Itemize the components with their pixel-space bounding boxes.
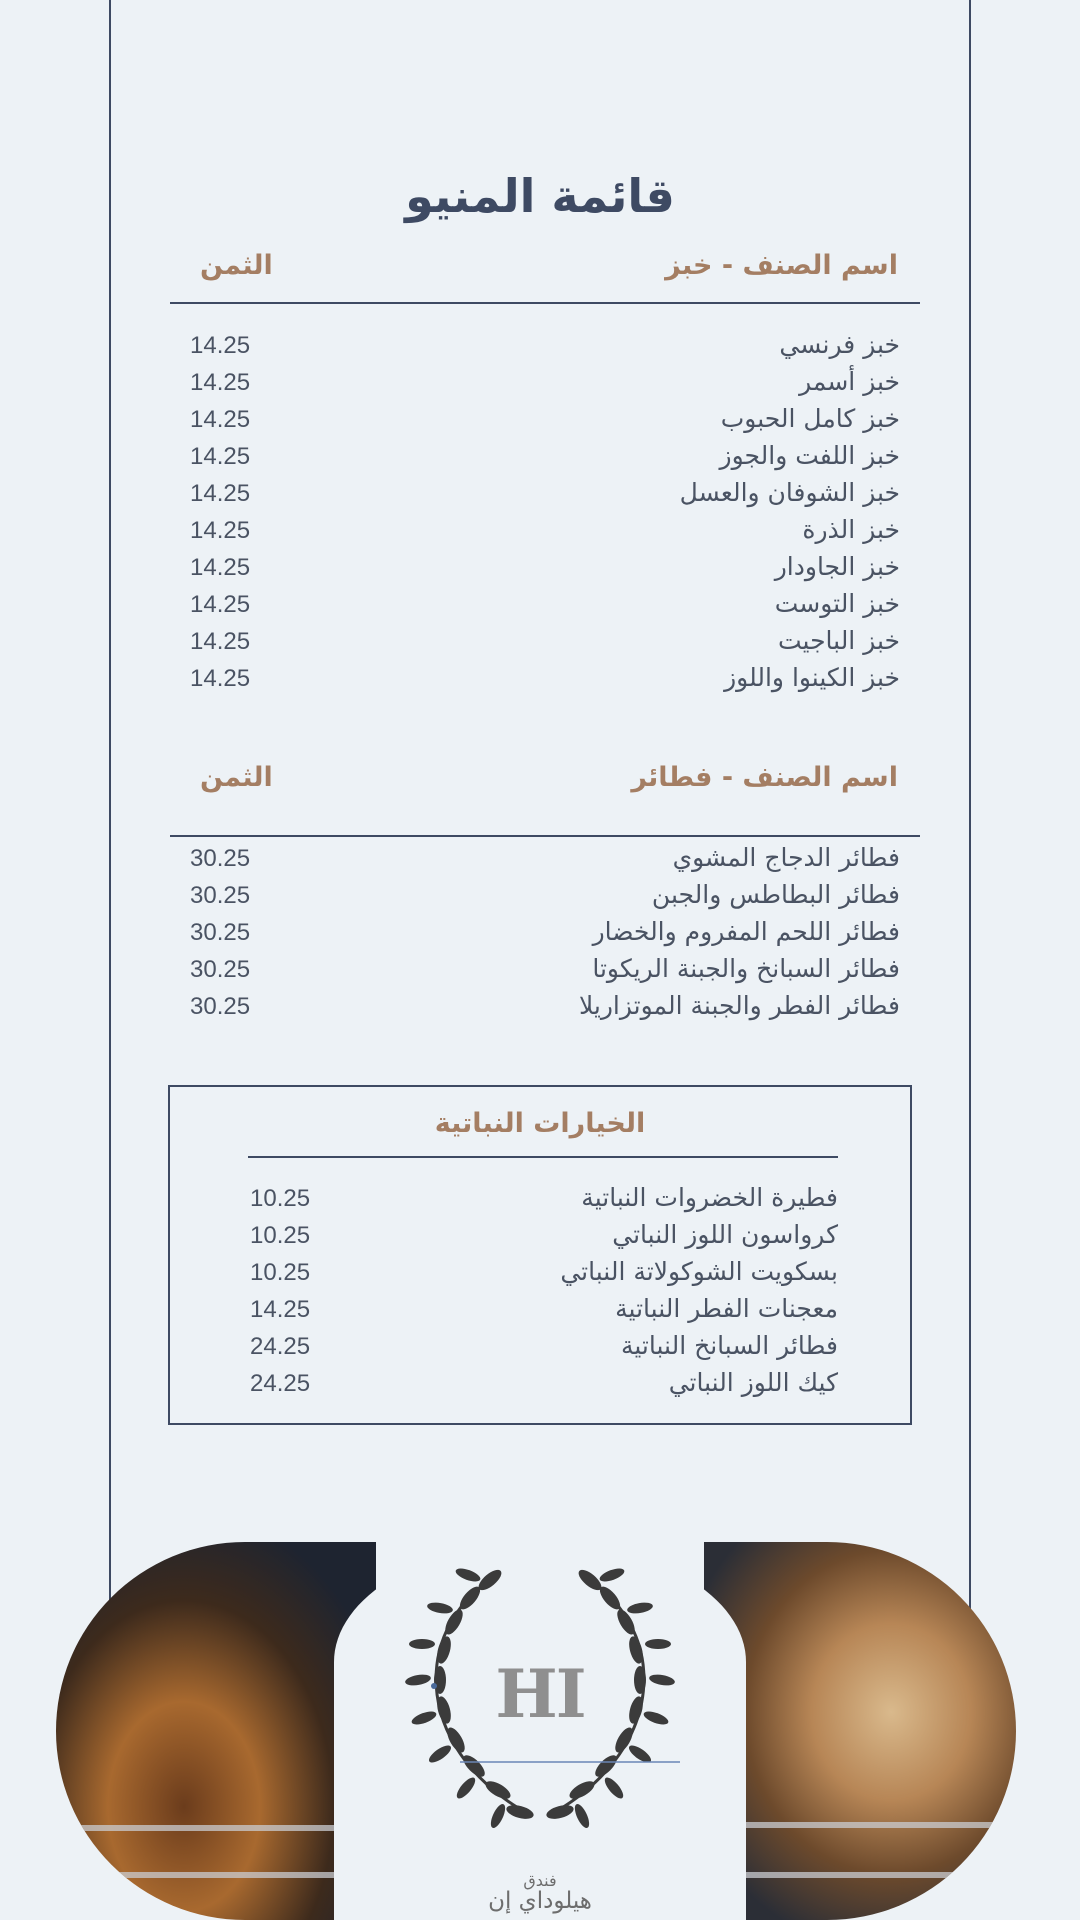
list-item xyxy=(248,1220,838,1257)
item-price: 24.25 xyxy=(250,1333,311,1360)
item-price: 14.25 xyxy=(250,1296,311,1323)
list-item xyxy=(170,880,900,917)
vegan-section-title: الخيارات النباتية xyxy=(434,1108,646,1139)
vegan-list xyxy=(248,1183,838,1405)
item-name: خبز كامل الحبوب xyxy=(720,404,900,433)
item-price: 30.25 xyxy=(190,993,251,1020)
item-name: فطائر اللحم المفروم والخضار xyxy=(592,917,900,946)
item-name: فطائر الفطر والجبنة الموتزاريلا xyxy=(578,991,900,1020)
bread-price-header: الثمن xyxy=(200,250,273,281)
menu-title: قائمة المنيو xyxy=(405,168,675,223)
list-item xyxy=(170,478,900,515)
item-name: خبز الشوفان والعسل xyxy=(679,478,900,507)
item-price: 14.25 xyxy=(190,443,251,470)
item-name: فطائر الدجاج المشوي xyxy=(672,843,900,872)
list-item xyxy=(170,515,900,552)
pie-price-header: الثمن xyxy=(200,762,273,793)
item-price: 14.25 xyxy=(190,332,251,359)
item-name: خبز فرنسي xyxy=(779,330,900,359)
item-name: كرواسون اللوز النباتي xyxy=(612,1220,838,1249)
list-item xyxy=(170,404,900,441)
list-item xyxy=(170,552,900,589)
item-price: 14.25 xyxy=(190,628,251,655)
item-name: فطائر السبانخ والجبنة الريكوتا xyxy=(592,954,900,983)
list-item xyxy=(248,1257,838,1294)
list-item xyxy=(170,917,900,954)
list-item xyxy=(170,843,900,880)
item-name: خبز الكينوا واللوز xyxy=(724,663,900,692)
item-name: خبز الذرة xyxy=(802,515,900,544)
list-item xyxy=(170,663,900,700)
item-price: 14.25 xyxy=(190,517,251,544)
pie-section-header xyxy=(170,762,920,802)
hotel-monogram: HI xyxy=(495,1655,585,1733)
list-item xyxy=(170,589,900,626)
list-item xyxy=(248,1294,838,1331)
item-price: 10.25 xyxy=(250,1222,311,1249)
bread-list xyxy=(170,330,900,700)
item-price: 30.25 xyxy=(190,919,251,946)
item-price: 14.25 xyxy=(190,406,251,433)
item-name: خبز اللفت والجوز xyxy=(719,441,900,470)
bread-section-header xyxy=(170,250,920,290)
item-name: خبز أسمر xyxy=(799,367,900,396)
item-price: 10.25 xyxy=(250,1185,311,1212)
bread-photo-left xyxy=(56,1542,376,1920)
hotel-label: فندق xyxy=(523,1871,557,1890)
list-item xyxy=(170,330,900,367)
pie-name-header: اسم الصنف - فطائر xyxy=(631,762,898,793)
list-item xyxy=(170,367,900,404)
bread-header-divider xyxy=(170,302,920,304)
list-item xyxy=(170,954,900,991)
item-price: 14.25 xyxy=(190,369,251,396)
item-price: 14.25 xyxy=(190,665,251,692)
item-name: خبز الجاودار xyxy=(774,552,900,581)
item-price: 24.25 xyxy=(250,1370,311,1397)
item-price: 10.25 xyxy=(250,1259,311,1286)
pie-list xyxy=(170,843,900,1028)
list-item xyxy=(248,1331,838,1368)
item-name: فطائر السبانخ النباتية xyxy=(620,1331,838,1360)
list-item xyxy=(170,626,900,663)
item-name: كيك اللوز النباتي xyxy=(668,1368,838,1397)
item-price: 30.25 xyxy=(190,882,251,909)
item-price: 14.25 xyxy=(190,591,251,618)
list-item xyxy=(248,1368,838,1405)
item-price: 14.25 xyxy=(190,554,251,581)
item-name: خبز الباجيت xyxy=(777,626,900,655)
bread-name-header: اسم الصنف - خبز xyxy=(665,250,898,281)
list-item xyxy=(170,441,900,478)
pie-header-divider xyxy=(170,835,920,837)
list-item xyxy=(248,1183,838,1220)
list-item xyxy=(170,991,900,1028)
vegan-title-divider xyxy=(248,1156,838,1158)
item-price: 30.25 xyxy=(190,956,251,983)
item-name: بسكويت الشوكولاتة النباتي xyxy=(560,1257,838,1286)
item-name: خبز التوست xyxy=(774,589,900,618)
item-name: فطيرة الخضروات النباتية xyxy=(581,1183,838,1212)
item-name: معجنات الفطر النباتية xyxy=(615,1294,838,1323)
item-name: فطائر البطاطس والجبن xyxy=(651,880,900,909)
hotel-name: هيلوداي إن xyxy=(488,1888,592,1914)
hotel-logo xyxy=(370,1540,710,1860)
item-price: 14.25 xyxy=(190,480,251,507)
item-price: 30.25 xyxy=(190,845,251,872)
